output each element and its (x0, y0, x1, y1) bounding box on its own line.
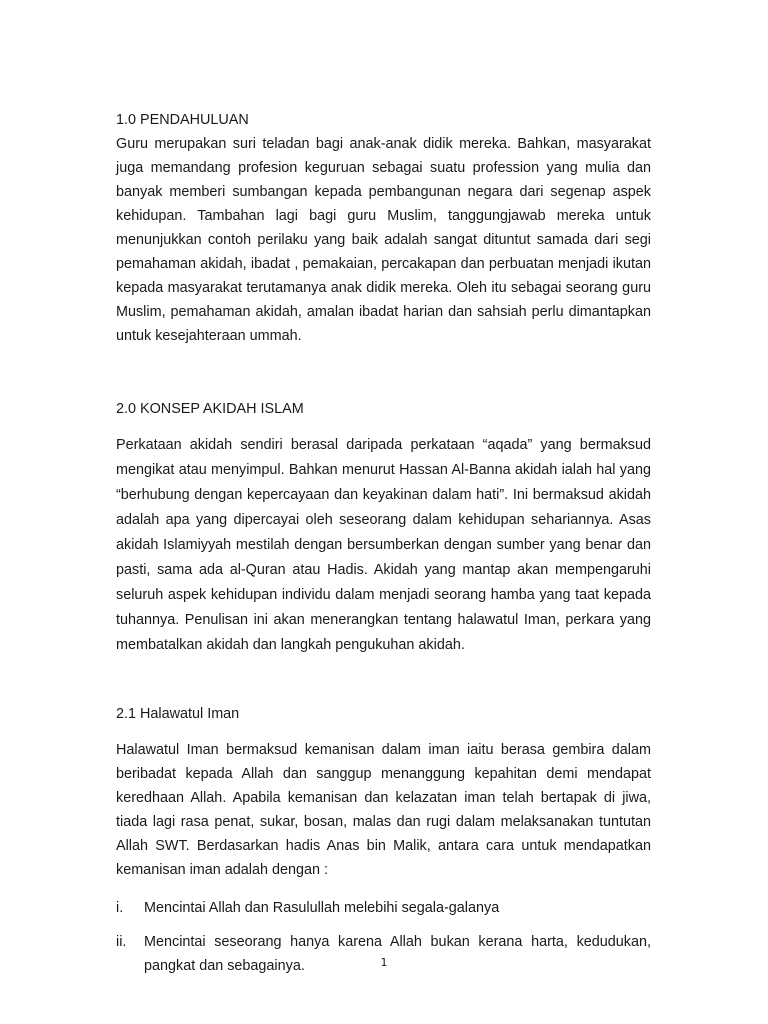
list-marker: i. (116, 900, 124, 916)
document-page (116, 108, 651, 988)
section-heading-halawatul-iman: 2.1 Halawatul Iman (116, 706, 240, 722)
list-item-text: Mencintai Allah dan Rasulullah melebihi segala-galanya (144, 900, 500, 916)
paragraph-pendahuluan: Guru merupakan suri teladan bagi anak-anak didik mereka. Bahkan, masyarakat juga memandang profesion keguruan sebagai suatu profession yang mulia dan banyak memberi sumbangan kepada pembangunan negara dari segenap aspek kehidupan. Tambahan lagi bagi guru Muslim, tanggungjawab mereka untuk menunjukkan contoh perilaku yang baik adalah sangat dituntut samada dari segi pemahaman akidah, ibadat , pemakaian, percakapan dan perbuatan menjadi ikutan kepada masyarakat terutamanya anak didik mereka. Oleh itu sebagai seorang guru Muslim, pemahaman akidah, amalan ibadat harian dan sahsiah perlu dimantapkan untuk kesejahteraan ummah. (116, 136, 651, 344)
section-heading-konsep-akidah: 2.0 KONSEP AKIDAH ISLAM (116, 401, 304, 417)
paragraph-konsep-akidah: Perkataan akidah sendiri berasal daripada perkataan “aqada” yang bermaksud mengikat atau menyimpul. Bahkan menurut Hassan Al-Banna akidah ialah hal yang “berhubung dengan kepercayaan dan keyakinan dalam hati”. Ini bermaksud akidah adalah apa yang dipercayai oleh seseorang dalam kehidupan sehariannya. Asas akidah Islamiyyah mestilah dengan bersumberkan dengan sumber yang benar dan pasti, sama ada al-Quran atau Hadis. Akidah yang mantap akan mempengaruhi seluruh aspek kehidupan individu dalam menjadi seorang hamba yang taat kepada tuhannya. Penulisan ini akan menerangkan tentang halawatul Iman, perkara yang membatalkan akidah dan langkah pengukuhan akidah. (116, 437, 651, 653)
list-item (116, 930, 651, 978)
list-item-text: Mencintai seseorang hanya karena Allah bukan kerana harta, kedudukan, pangkat dan sebagainya. (144, 934, 651, 974)
paragraph-halawatul-iman: Halawatul Iman bermaksud kemanisan dalam iman iaitu berasa gembira dalam beribadat kepada Allah dan sanggup menanggung kepahitan demi mendapat keredhaan Allah. Apabila kemanisan dan kelazatan iman telah bertapak di jiwa, tiada lagi rasa penat, sukar, bosan, malas dan rugi dalam melaksanakan tuntutan Allah SWT. Berdasarkan hadis Anas bin Malik, antara cara untuk mendapatkan kemanisan iman adalah dengan : (116, 742, 651, 878)
list-item (116, 896, 651, 920)
list-marker: ii. (116, 934, 127, 950)
section-heading-pendahuluan: 1.0 PENDAHULUAN (116, 112, 249, 128)
page-number: 1 (380, 956, 388, 969)
